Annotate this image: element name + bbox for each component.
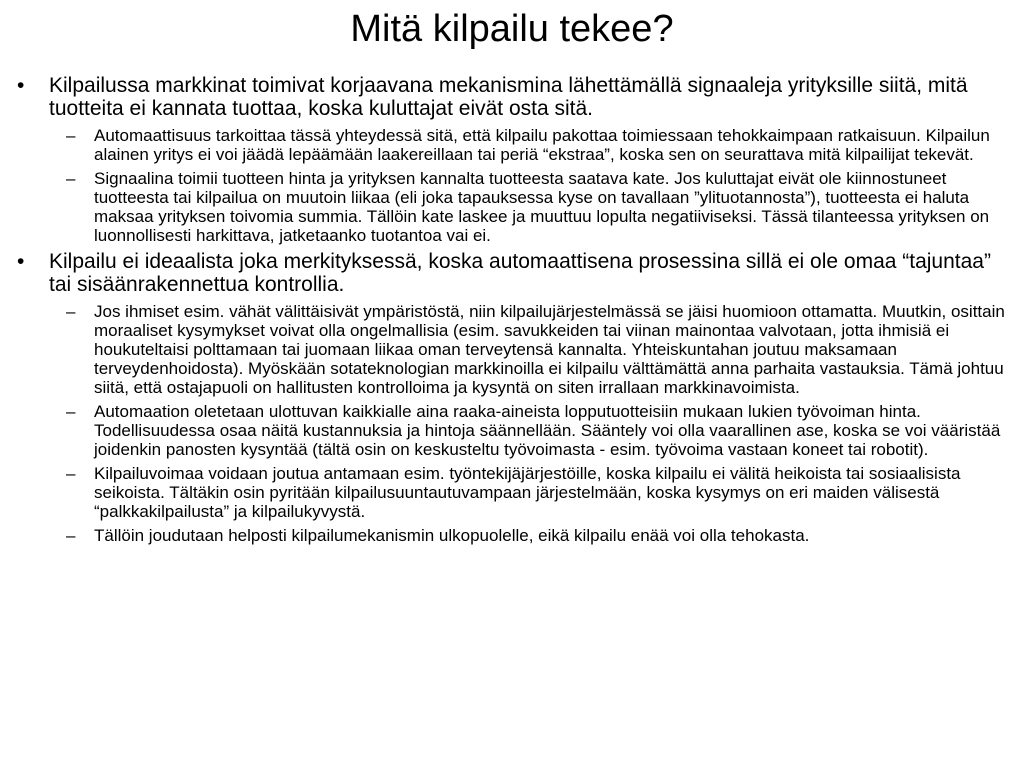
bullet-2-sub-4-text: Tällöin joudutaan helposti kilpailumekanismin ulkopuolelle, eikä kilpailu enää voi olla tehokasta.	[94, 526, 810, 545]
bullet-2-sub-4	[0, 526, 1024, 545]
bullet-2-sub-3-text: Kilpailuvoimaa voidaan joutua antamaan esim. työntekijäjärjestöille, koska kilpailu ei välitä heikoista tai sosiaalisista seikoista. Tältäkin osin pyritään kilpailusuuntautuvampaan järjestelmään, koska kysymys on eri maiden välisestä “palkkakilpailusta” ja kilpailukyvystä.	[94, 464, 961, 521]
dash-marker: –	[66, 169, 76, 188]
bullet-1-sub-2	[0, 169, 1024, 245]
bullet-marker: •	[17, 250, 25, 273]
bullet-marker: •	[17, 74, 25, 97]
bullet-1	[0, 74, 1024, 120]
bullet-1-text: Kilpailussa markkinat toimivat korjaavana mekanismina lähettämällä signaaleja yrityksille siitä, mitä tuotteita ei kannata tuottaa, koska kuluttajat eivät osta sitä.	[49, 74, 968, 120]
dash-marker: –	[66, 464, 76, 483]
dash-marker: –	[66, 126, 76, 145]
bullet-1-sub-2-text: Signaalina toimii tuotteen hinta ja yrityksen kannalta tuotteesta saatava kate. Jos kuluttajat eivät ole kiinnostuneet tuotteesta tai kilpailua on muutoin liikaa (eli joka tapauksessa kyse on tavallaan ”ylituotannosta”), tuotteesta ei haluta maksaa yrityksen toivomia summia. Tällöin kate laskee ja muuttuu lopulta negatiiviseksi. Tässä tilanteessa yrityksen on luonnollisesti harkittava, jatketaanko tuotantoa vai ei.	[94, 169, 990, 245]
bullet-1-sub-1	[0, 126, 1024, 164]
bullet-2-sub-1	[0, 302, 1024, 397]
dash-marker: –	[66, 526, 76, 545]
slide-content	[0, 74, 1024, 550]
bullet-2-sub-2	[0, 402, 1024, 459]
bullet-2	[0, 250, 1024, 296]
bullet-2-sub-1-text: Jos ihmiset esim. vähät välittäisivät ympäristöstä, niin kilpailujärjestelmässä se jäisi huomioon ottamatta. Muutkin, osittain moraaliset kysymykset voivat olla ongelmallisia (esim. savukkeiden tai viinan mainontaa valvotaan, jotta ihmisiä ei houkuteltaisi polttamaan tai juomaan liikaa oman terveytensä kannalta. Yhteiskuntahan joutuu maksamaan terveydenhoidosta). Myöskään sotateknologian markkinoilla ei kilpailu välttämättä anna parhaita vastauksia. Tämä johtuu siitä, että ostajapuoli on hallitusten kontrolloima ja kysyntä on siten irrallaan markkinavoimista.	[94, 302, 1005, 397]
slide-title: Mitä kilpailu tekee?	[350, 8, 674, 50]
dash-marker: –	[66, 302, 76, 321]
bullet-1-sub-1-text: Automaattisuus tarkoittaa tässä yhteydessä sitä, että kilpailu pakottaa toimiessaan tehokkaimpaan ratkaisuun. Kilpailun alainen yritys ei voi jäädä lepäämään laakereillaan tai periä “ekstraa”, koska sen on seurattava mitä kilpailijat tekevät.	[94, 126, 990, 164]
bullet-2-sub-2-text: Automaation oletetaan ulottuvan kaikkialle aina raaka-aineista lopputuotteisiin mukaan lukien työvoiman hinta. Todellisuudessa osaa näitä kustannuksia ja hintoja säännellään. Sääntely voi olla vaarallinen ase, koska se voi vääristää joidenkin panosten kysyntää (tältä osin on keskusteltu työvoimasta - esim. työvoima vastaan koneet tai robotit).	[94, 402, 1001, 459]
dash-marker: –	[66, 402, 76, 421]
bullet-2-sub-3	[0, 464, 1024, 521]
bullet-2-text: Kilpailu ei ideaalista joka merkityksessä, koska automaattisena prosessina sillä ei ole omaa “tajuntaa” tai sisäänrakennettua kontrollia.	[49, 250, 991, 296]
